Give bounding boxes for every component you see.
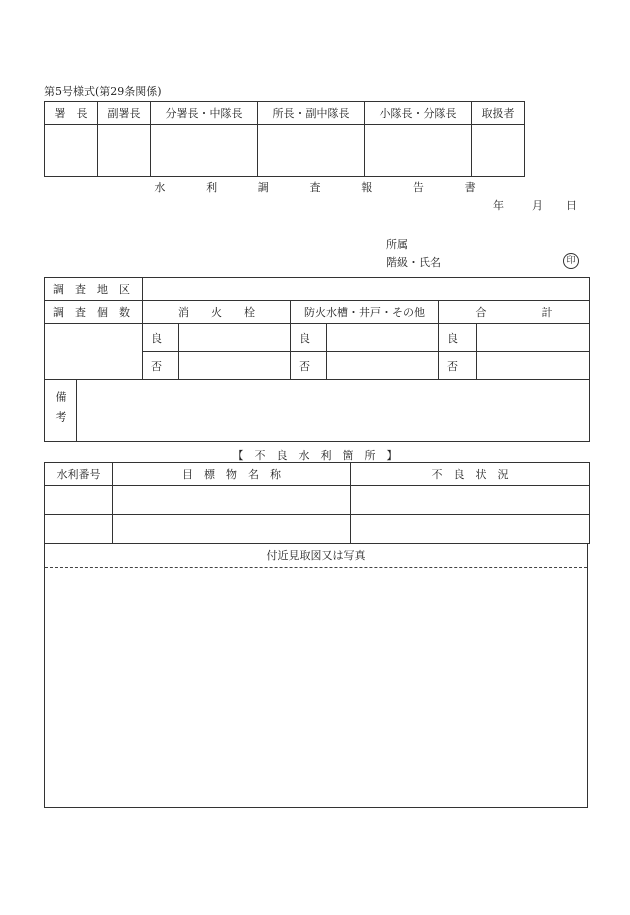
remarks-field[interactable]: [77, 380, 590, 442]
approval-header-handler: 取扱者: [472, 102, 525, 125]
date-day-label: 日: [566, 199, 577, 212]
affiliation-label: 所属: [386, 238, 408, 251]
rank-name-label: 階級・氏名: [386, 256, 441, 269]
landmark-name-field[interactable]: [113, 515, 351, 544]
approval-table: [44, 101, 525, 177]
date-month-label: 月: [532, 199, 543, 212]
document-title: 水 利 調 査 報 告 書: [154, 181, 491, 194]
total-bad-field[interactable]: [477, 352, 590, 380]
survey-table: [44, 277, 590, 442]
water-source-number-header: 水利番号: [45, 463, 113, 486]
remarks-label: 備考: [45, 380, 77, 442]
defect-condition-field[interactable]: [351, 515, 590, 544]
survey-area-field[interactable]: [143, 278, 590, 301]
hydrant-bad-label: 否: [143, 352, 179, 380]
hydrant-header: 消 火 栓: [143, 301, 291, 324]
total-good-label: 良: [439, 324, 477, 352]
water-source-number-field[interactable]: [45, 486, 113, 515]
approval-stamp-branch-chief[interactable]: [151, 125, 258, 177]
date-year-label: 年: [493, 199, 504, 212]
hydrant-good-label: 良: [143, 324, 179, 352]
survey-count-label: 調 査 個 数: [45, 301, 143, 324]
landmark-name-field[interactable]: [113, 486, 351, 515]
approval-header-deputy-chief: 副署長: [98, 102, 151, 125]
tank-well-other-header: 防火水槽・井戸・その他: [291, 301, 439, 324]
defect-section-title: 【 不 良 水 利 箇 所 】: [232, 449, 398, 462]
water-source-number-field[interactable]: [45, 515, 113, 544]
hydrant-bad-field[interactable]: [179, 352, 291, 380]
approval-stamp-station-chief[interactable]: [258, 125, 365, 177]
seal-mark: 印: [563, 253, 579, 269]
approval-stamp-chief[interactable]: [45, 125, 98, 177]
defects-table: [44, 462, 590, 544]
tank-bad-field[interactable]: [327, 352, 439, 380]
total-bad-label: 否: [439, 352, 477, 380]
tank-good-field[interactable]: [327, 324, 439, 352]
approval-header-branch-chief: 分署長・中隊長: [151, 102, 258, 125]
total-good-field[interactable]: [477, 324, 590, 352]
defect-condition-header: 不 良 状 況: [351, 463, 590, 486]
tank-good-label: 良: [291, 324, 327, 352]
approval-stamp-handler[interactable]: [472, 125, 525, 177]
total-header: 合 計: [439, 301, 590, 324]
defect-condition-field[interactable]: [351, 486, 590, 515]
approval-header-platoon-chief: 小隊長・分隊長: [365, 102, 472, 125]
approval-stamp-deputy-chief[interactable]: [98, 125, 151, 177]
sketch-photo-label: 付近見取図又は写真: [45, 544, 587, 568]
survey-area-label: 調 査 地 区: [45, 278, 143, 301]
approval-header-station-chief: 所長・副中隊長: [258, 102, 365, 125]
hydrant-good-field[interactable]: [179, 324, 291, 352]
approval-stamp-platoon-chief[interactable]: [365, 125, 472, 177]
sketch-photo-area[interactable]: [44, 543, 588, 808]
form-number: 第5号様式(第29条関係): [44, 85, 162, 98]
approval-header-chief: 署 長: [45, 102, 98, 125]
landmark-name-header: 目 標 物 名 称: [113, 463, 351, 486]
tank-bad-label: 否: [291, 352, 327, 380]
survey-count-blank: [45, 324, 143, 380]
